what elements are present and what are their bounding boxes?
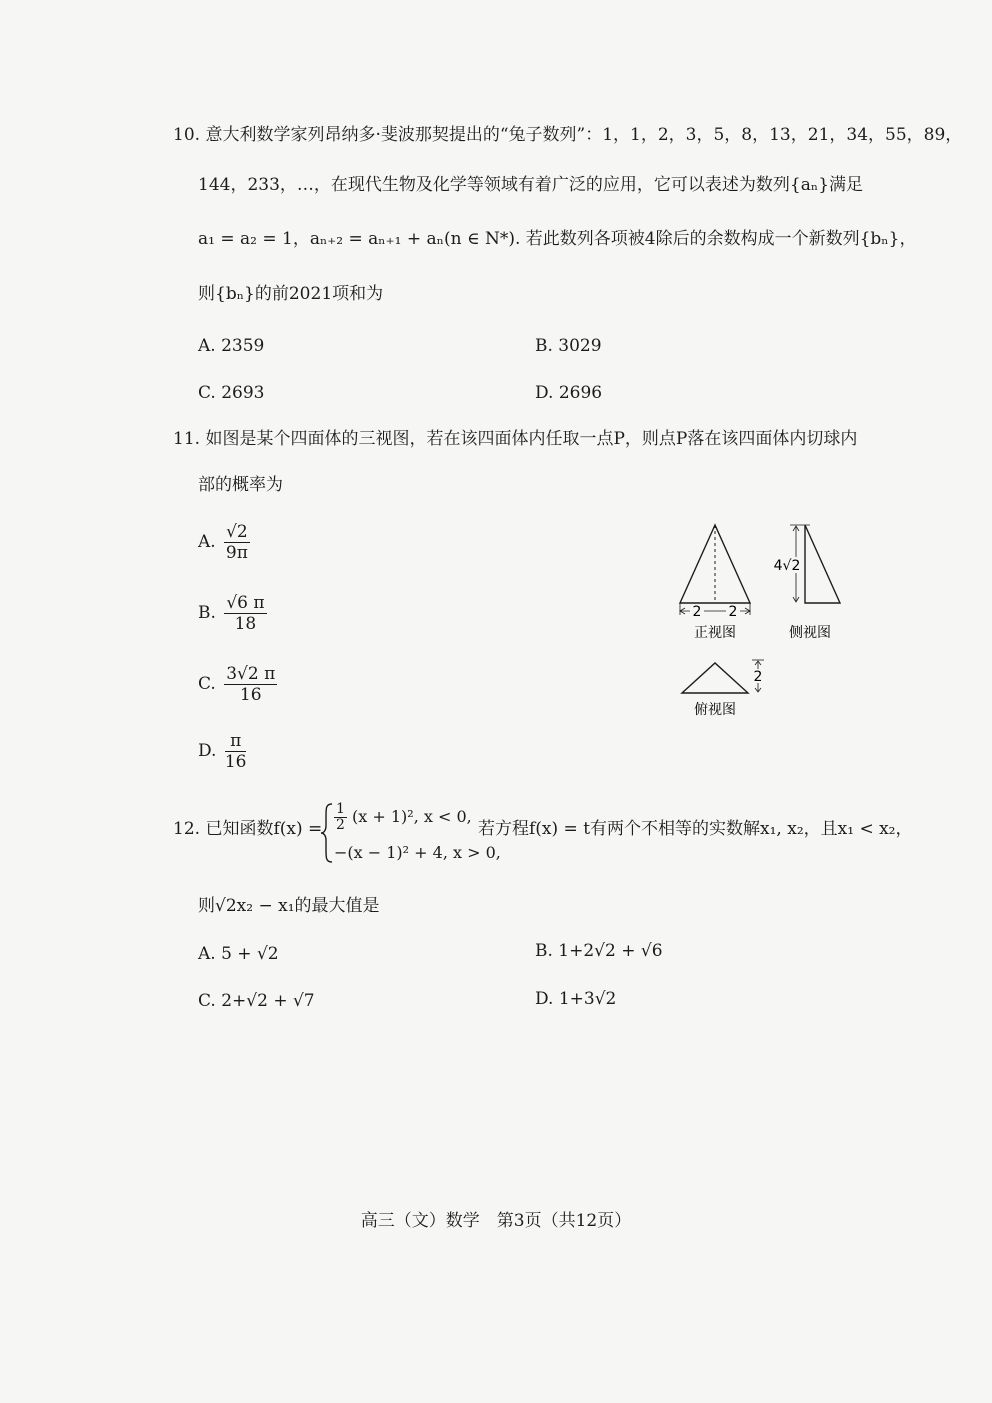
q12-option-b: B. 1+2√2 + √6 [535, 941, 663, 961]
front-dim-left: 2 [692, 604, 702, 620]
fraction-numerator: √2 [226, 522, 248, 542]
front-dim-right: 2 [728, 604, 738, 620]
q11-option-b-fraction [224, 593, 266, 634]
q10-line1: 10. 意大利数学家列昂纳多·斐波那契提出的“兔子数列”：1，1，2，3，5，8，13，21，34，55，89， [173, 125, 963, 145]
q11-option-c [198, 664, 277, 705]
front-view-label: 正视图 [694, 625, 736, 641]
q12-option-d: D. 1+3√2 [535, 989, 617, 1009]
q11-option-c-fraction [224, 664, 277, 705]
q12-case2: −(x − 1)² + 4, x > 0, [334, 843, 501, 862]
q12-case1 [334, 802, 472, 833]
q11-line2: 部的概率为 [198, 475, 283, 495]
fraction-denominator: 18 [234, 614, 257, 634]
q10-option-a: A. 2359 [198, 336, 265, 356]
fraction-denominator: 2 [336, 817, 345, 833]
q10-line4: 则{bₙ}的前2021项和为 [198, 284, 384, 304]
top-dim: 2 [753, 669, 763, 685]
fraction-denominator: 9π [225, 543, 248, 563]
piecewise-brace [320, 802, 334, 864]
q11-option-d-label: D. [198, 741, 217, 761]
side-view [770, 525, 840, 641]
fraction-denominator: 16 [224, 752, 247, 772]
q12-line2: 则√2x₂ − x₁的最大值是 [198, 896, 380, 916]
q11-option-a [198, 522, 250, 563]
fraction-numerator: π [225, 731, 247, 752]
q10-option-d: D. 2696 [535, 383, 603, 403]
q11-line1: 11. 如图是某个四面体的三视图，若在该四面体内任取一点P，则点P落在该四面体内切球内 [173, 429, 858, 449]
fraction-denominator: 16 [239, 685, 262, 705]
q12-option-a: A. 5 + √2 [198, 944, 279, 964]
q12-option-c: C. 2+√2 + √7 [198, 991, 315, 1011]
q11-option-d-fraction [225, 731, 247, 772]
q11-option-c-label: C. [198, 674, 216, 694]
side-dim-height: 4√2 [773, 558, 801, 574]
fraction-numerator: 3√2 π [226, 664, 276, 684]
three-view-figure [670, 515, 860, 730]
q12-prefix: 12. 已知函数f(x) = [173, 819, 323, 839]
page-footer: 高三（文）数学 第3页（共12页） [360, 1211, 632, 1231]
q11-option-b [198, 593, 267, 634]
q11-option-b-label: B. [198, 603, 216, 623]
q10-line2: 144，233，…，在现代生物及化学等领域有着广泛的应用，它可以表述为数列{aₙ}满足 [198, 175, 864, 195]
q11-option-a-label: A. [198, 532, 216, 552]
fraction-numerator: √6 π [226, 593, 265, 613]
top-view-label: 俯视图 [694, 702, 736, 718]
q10-line3: a₁ = a₂ = 1，aₙ₊₂ = aₙ₊₁ + aₙ(n ∈ N*). 若此数列各项被4除后的余数构成一个新数列{bₙ}， [198, 229, 917, 249]
side-view-label: 侧视图 [789, 625, 831, 641]
q12-suffix: 若方程f(x) = t有两个不相等的实数解x₁, x₂，且x₁ < x₂， [478, 819, 913, 839]
q12-case1-expression: (x + 1)², x < 0, [352, 807, 472, 826]
q11-option-a-fraction [224, 522, 250, 563]
fraction-numerator: 1 [336, 801, 345, 817]
top-view [682, 660, 764, 718]
q10-option-b: B. 3029 [535, 336, 602, 356]
q12-case1-fraction [334, 802, 347, 833]
front-view [680, 525, 750, 641]
q10-option-c: C. 2693 [198, 383, 265, 403]
q11-option-d [198, 731, 246, 772]
